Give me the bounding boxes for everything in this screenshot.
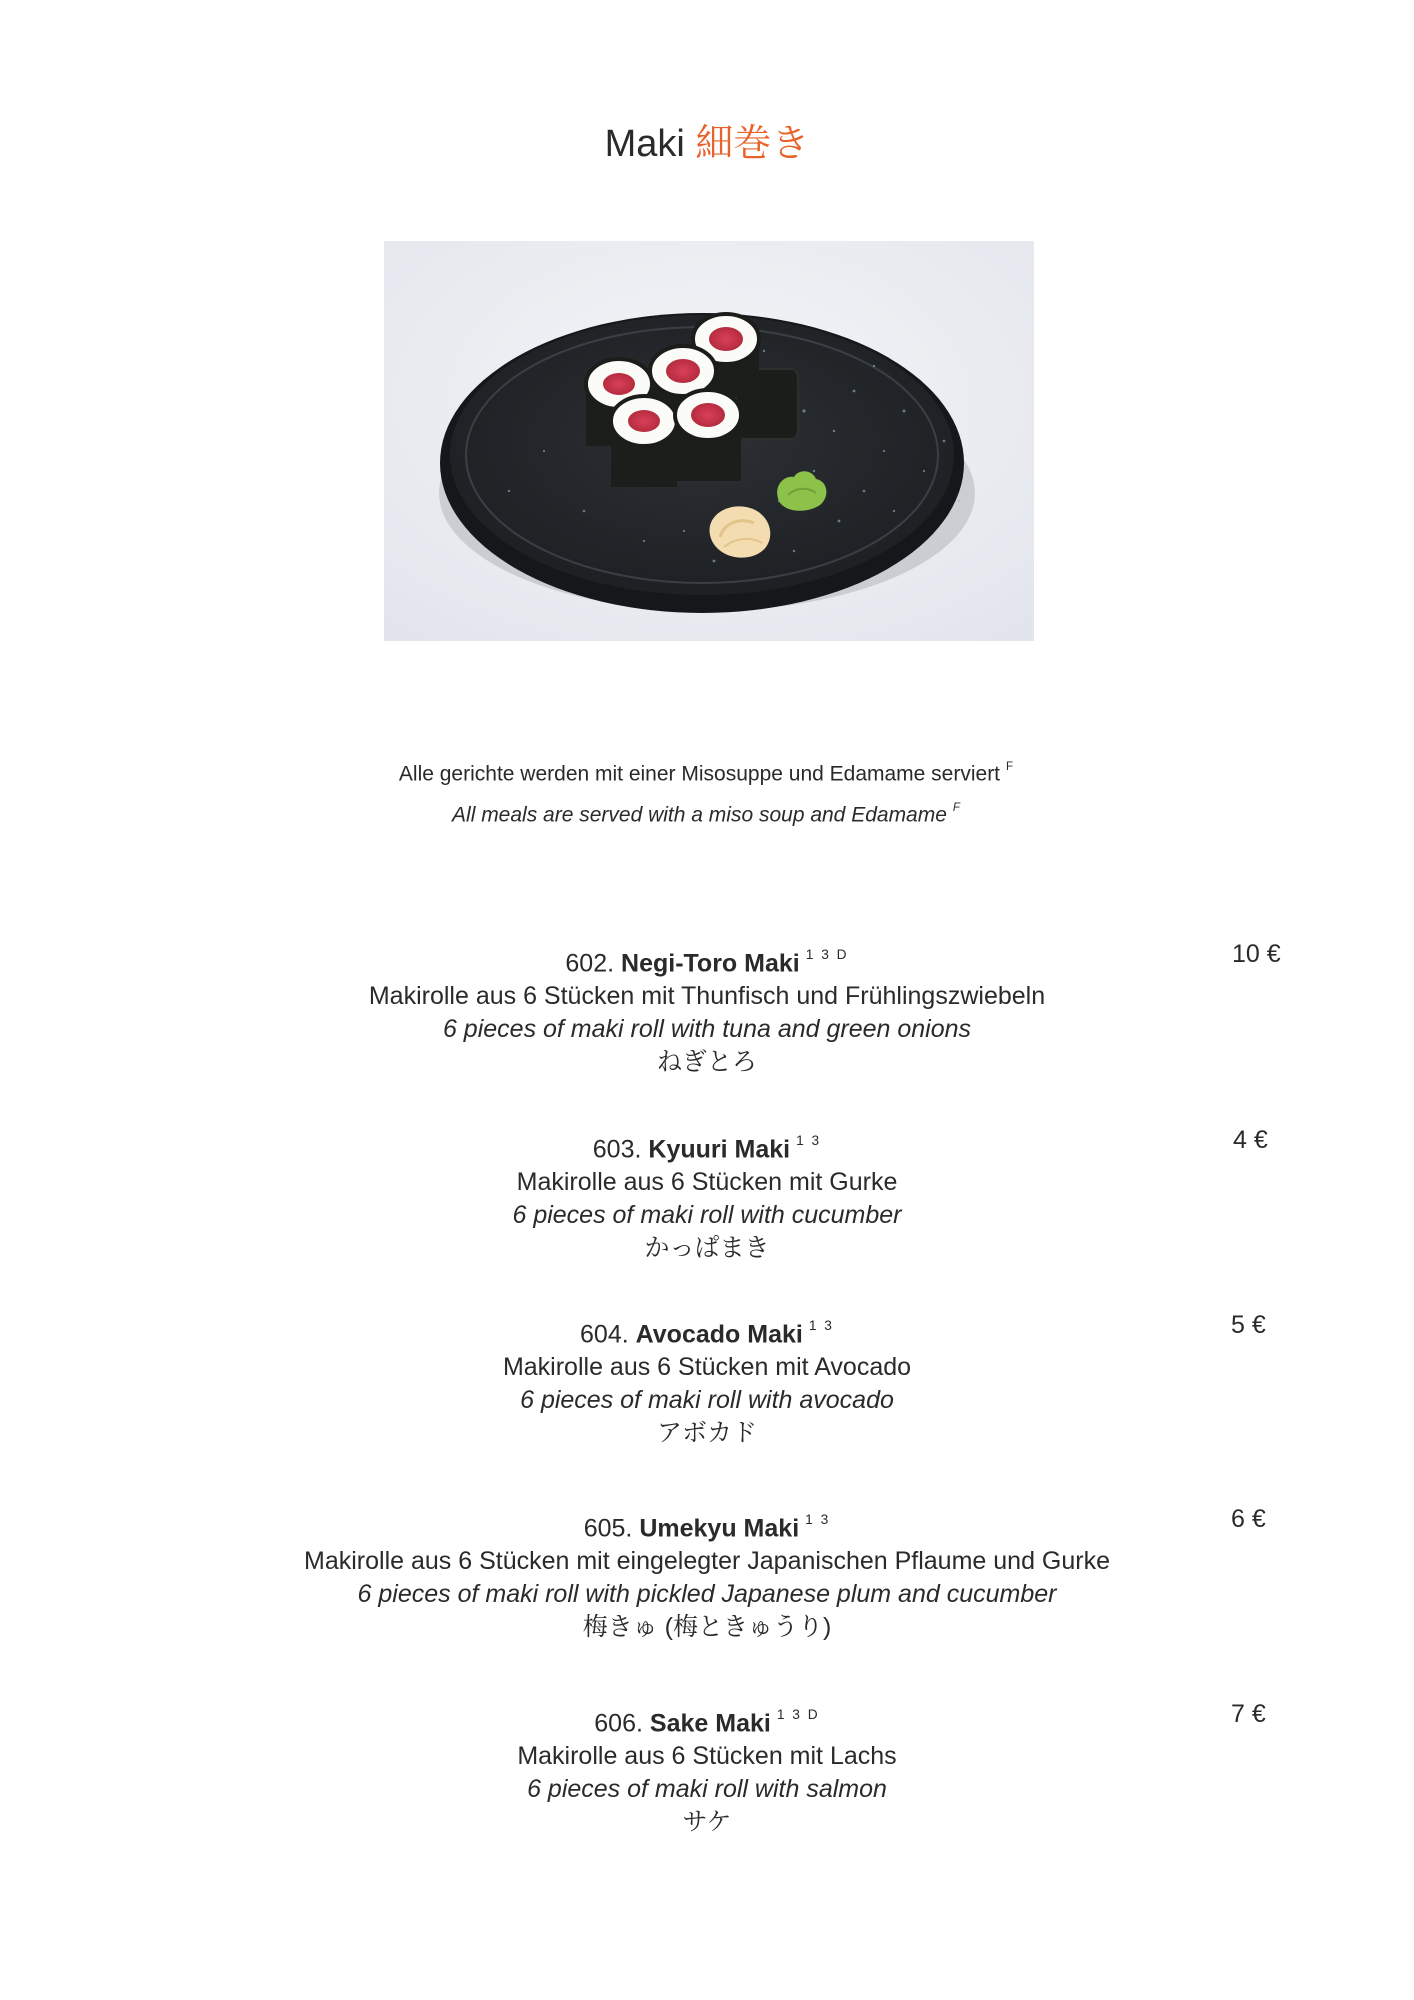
item-description-german: Makirolle aus 6 Stücken mit Thunfisch und Frühlingszwiebeln [368, 982, 1046, 1011]
item-description-german: Makirolle aus 6 Stücken mit eingelegter Japanischen Pflaume und Gurke [304, 1547, 1110, 1576]
dish-photo [384, 241, 1034, 641]
served-note-english: All meals are served with a miso soup and Edamame $^F$ [452, 802, 962, 827]
item-price: 7 € [1231, 1700, 1266, 1728]
menu-item [0, 938, 1414, 1079]
item-description-german: Makirolle aus 6 Stücken mit Avocado [502, 1353, 912, 1382]
served-note [0, 750, 1414, 833]
menu-item [0, 1124, 1414, 1265]
item-description-english: 6 pieces of maki roll with salmon [527, 1775, 887, 1804]
item-japanese-name: アボカド [656, 1419, 757, 1448]
allergen-marks: 1 3 [805, 1512, 831, 1527]
item-name: Negi-Toro Maki [621, 949, 800, 978]
item-japanese-name: サケ [682, 1808, 732, 1837]
item-japanese-name: 梅きゅ (梅ときゅうり) [582, 1613, 832, 1642]
item-japanese-name: ねぎとろ [656, 1048, 757, 1077]
item-name: Umekyu Maki [639, 1514, 800, 1543]
item-name-line [0, 1309, 1414, 1351]
item-number: 606. [594, 1709, 643, 1738]
menu-item [0, 1698, 1414, 1839]
menu-item [0, 1309, 1414, 1450]
item-description-english: 6 pieces of maki roll with tuna and green onions [442, 1015, 972, 1044]
item-number: 604. [580, 1320, 629, 1349]
item-name-line [0, 938, 1414, 980]
item-price: 10 € [1232, 940, 1281, 968]
item-number: 602. [565, 949, 615, 978]
item-description-english: 6 pieces of maki roll with avocado [520, 1386, 894, 1415]
item-number: 605. [583, 1514, 633, 1543]
item-number: 603. [592, 1135, 642, 1164]
item-name-line [0, 1698, 1414, 1740]
item-price: 4 € [1233, 1126, 1268, 1154]
item-description-german: Makirolle aus 6 Stücken mit Gurke [516, 1168, 898, 1197]
title-japanese: 細巻き [695, 123, 810, 165]
item-description-english: 6 pieces of maki roll with cucumber [512, 1201, 902, 1230]
item-description-english: 6 pieces of maki roll with pickled Japanese plum and cucumber [357, 1580, 1057, 1609]
item-name: Avocado Maki [635, 1320, 803, 1349]
served-note-german: Alle gerichte werden mit einer Misosuppe und Edamame serviert $^F$ [398, 761, 1016, 786]
item-name-line [0, 1503, 1414, 1545]
title-text: Maki [604, 123, 685, 165]
allergen-marks: 1 3 D [805, 947, 849, 962]
item-name: Sake Maki [649, 1709, 771, 1738]
menu-item [0, 1503, 1414, 1644]
item-price: 6 € [1231, 1505, 1266, 1533]
item-name-line [0, 1124, 1414, 1166]
item-japanese-name: かっぱまき [644, 1234, 770, 1263]
allergen-marks: 1 3 [796, 1133, 822, 1148]
item-description-german: Makirolle aus 6 Stücken mit Lachs [517, 1742, 897, 1771]
item-name: Kyuuri Maki [648, 1135, 791, 1164]
item-price: 5 € [1231, 1311, 1266, 1339]
allergen-marks: 1 3 D [776, 1707, 820, 1722]
page-title [0, 112, 1414, 167]
allergen-marks: 1 3 [808, 1318, 834, 1333]
